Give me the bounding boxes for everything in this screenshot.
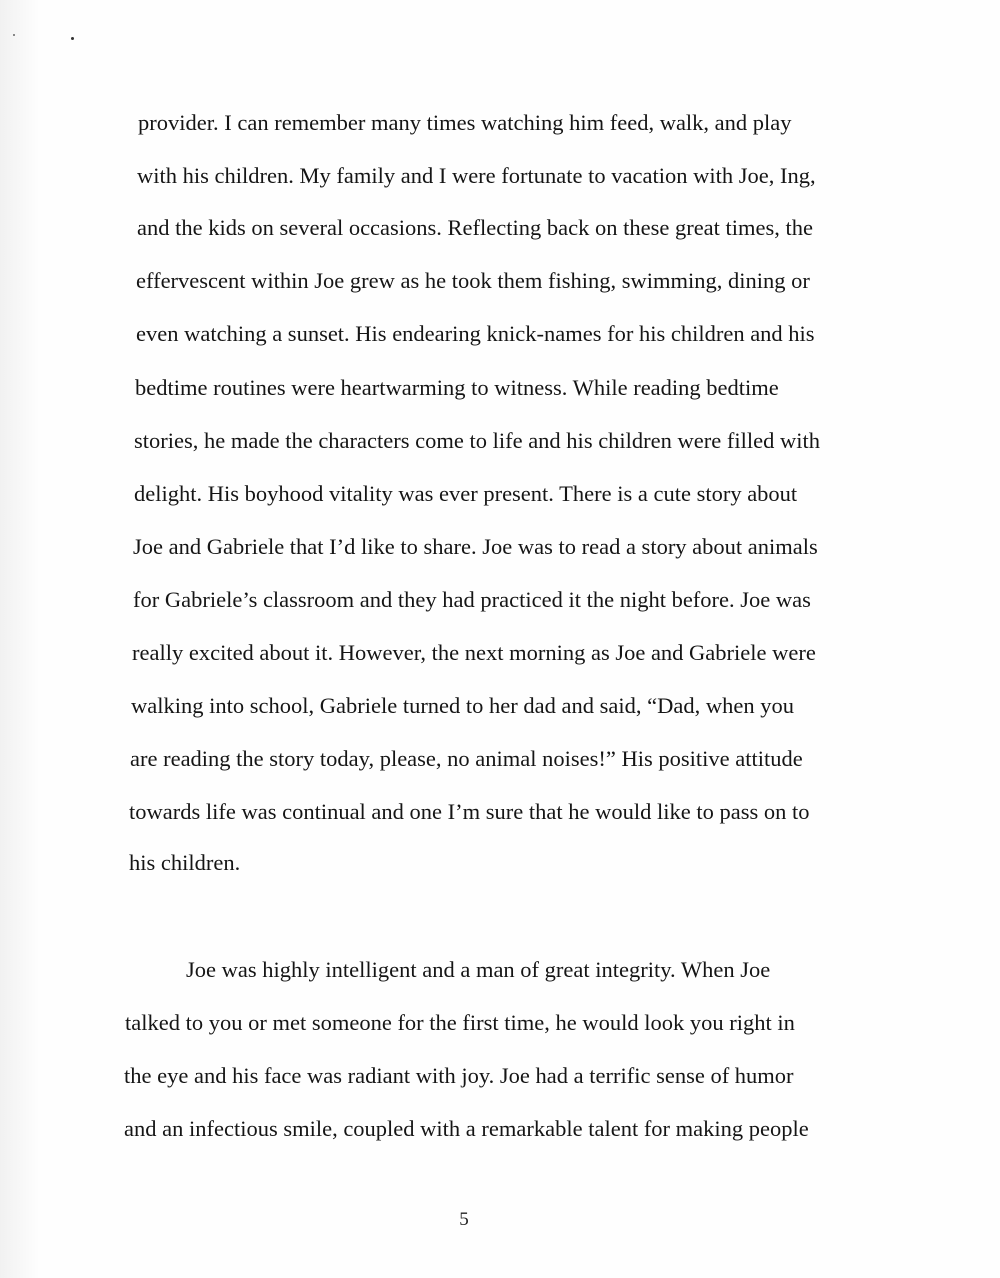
text-line: really excited about it. However, the next morning as Joe and Gabriele were: [132, 640, 816, 665]
scan-edge-shadow: [0, 0, 40, 1278]
text-line: even watching a sunset. His endearing knick-names for his children and his: [136, 321, 815, 346]
text-line: provider. I can remember many times watching him feed, walk, and play: [138, 110, 792, 135]
text-line: talked to you or met someone for the first time, he would look you right in: [125, 1010, 795, 1035]
text-line: and the kids on several occasions. Reflecting back on these great times, the: [137, 215, 814, 240]
text-line: bedtime routines were heartwarming to witness. While reading bedtime: [135, 375, 779, 400]
text-line: stories, he made the characters come to life and his children were filled with: [134, 428, 820, 453]
text-line: his children.: [129, 850, 241, 875]
text-line: the eye and his face was radiant with joy. Joe had a terrific sense of humor: [124, 1063, 794, 1088]
text-line: are reading the story today, please, no animal noises!” His positive attitude: [130, 746, 803, 771]
scan-speck: [13, 34, 15, 36]
text-line: and an infectious smile, coupled with a remarkable talent for making people: [124, 1116, 809, 1141]
text-line: Joe was highly intelligent and a man of great integrity. When Joe: [186, 957, 771, 982]
text-line: for Gabriele’s classroom and they had practiced it the night before. Joe was: [133, 587, 811, 612]
text-line: Joe and Gabriele that I’d like to share. Joe was to read a story about animals: [133, 534, 818, 559]
text-line: with his children. My family and I were fortunate to vacation with Joe, Ing,: [137, 163, 816, 188]
text-line: delight. His boyhood vitality was ever present. There is a cute story about: [134, 481, 798, 506]
scan-speck: [71, 37, 74, 40]
page-number: 5: [459, 1209, 469, 1230]
text-line: effervescent within Joe grew as he took them fishing, swimming, dining or: [136, 268, 810, 293]
text-line: walking into school, Gabriele turned to her dad and said, “Dad, when you: [131, 693, 794, 718]
text-line: towards life was continual and one I’m sure that he would like to pass on to: [129, 799, 810, 824]
